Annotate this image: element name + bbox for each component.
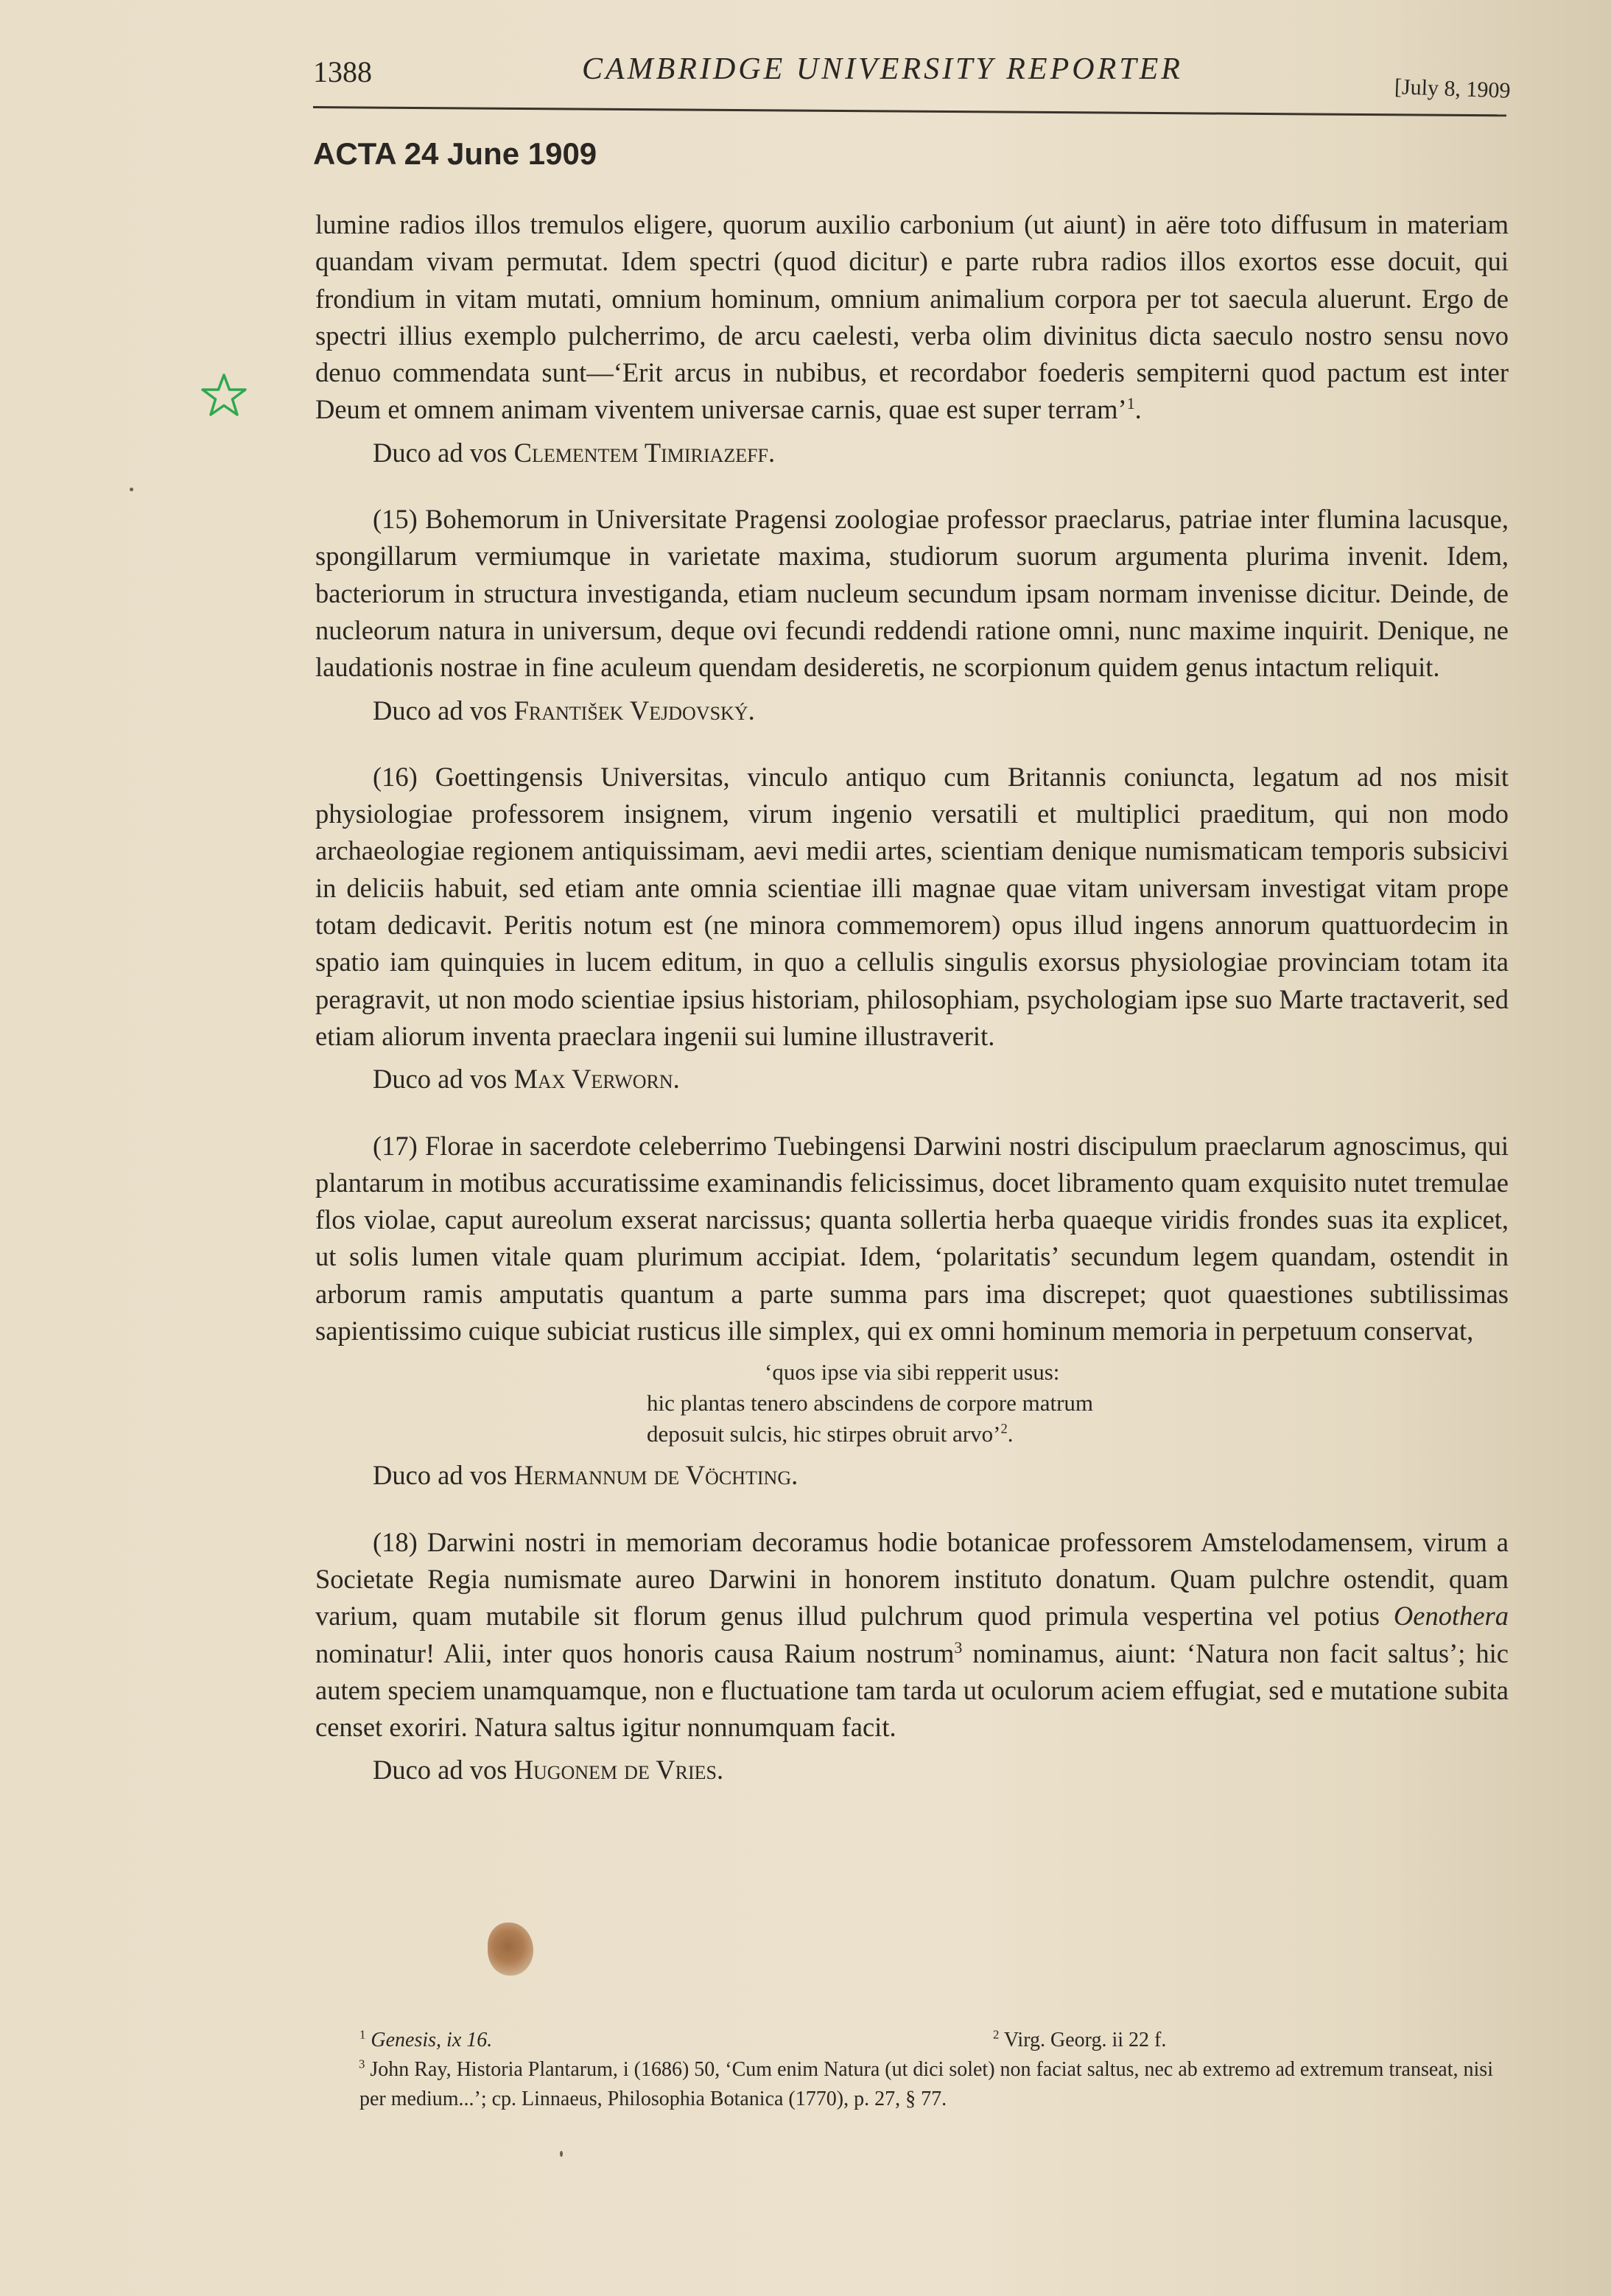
footnote-2: $^2$ Virg. Georg. ii 22 f. [993, 2027, 1167, 2051]
honoree-name: Hugonem de Vries. [513, 1755, 724, 1786]
paragraph-14-continuation: lumine radios illos tremulos eligere, quorum auxilio carbonium (ut aiunt) in aëre toto diffusum in materiam quandam vivam permutat. Idem spectri (quod dicitur) e parte rubra radios illos exortos esse docuit, qui frondium in vitam mutati, omnium hominum, omnium animalium corpora per tot saecula aluerunt. Ergo de spectri illius exemplo pulcherrimo, de arcu caelesti, verba olim divinitus dicta saeculo nostro sensu novo denuo commendata sunt—‘Erit arcus in nubibus, et recordabor foederis sempiterni quod pactum est inter Deum et omnem animam viventem universae carnis, quae est super terram’$^1$. [315, 209, 1509, 425]
honoree-name: Hermannum de Vöchting. [513, 1460, 799, 1491]
verse-line-3: deposuit sulcis, hic stirpes obruit arvo’$^2$. [647, 1421, 1014, 1447]
footnote-3: $^3$ John Ray, Historia Plantarum, i (1686) 50, ‘Cum enim Natura (ut dici solet) non faciat saltus, nec ab extremo ad extremum transeat, nisi per medium...’; cp. Linnaeus, Philosophia Botanica (1770), p. 27, § 77. [359, 2057, 1493, 2110]
running-header [313, 52, 1510, 118]
honoree-name: Clementem Timiriazeff. [513, 437, 776, 468]
honoree-name: Max Verworn. [513, 1064, 680, 1095]
body-text [315, 206, 1509, 1819]
footnote-ref-1[interactable]: 1 [1126, 394, 1135, 413]
speck [130, 488, 133, 491]
page-number: 1388 [313, 55, 372, 88]
verse-line-1: ‘quos ipse via sibi repperit usus: [765, 1359, 1060, 1386]
verse-line-2: hic plantas tenero abscindens de corpore matrum [647, 1390, 1093, 1416]
speck [560, 2151, 563, 2157]
star-outline-icon[interactable] [200, 372, 248, 419]
duco-line-18: Duco ad vos Hugonem de Vries. [373, 1755, 724, 1786]
duco-line-15: Duco ad vos František Vejdovský. [373, 695, 755, 726]
footnote-ref-3[interactable]: 3 [954, 1637, 963, 1657]
issue-date: [July 8, 1909 [1393, 74, 1511, 103]
paragraph-16: (16) Goettingensis Universitas, vinculo antiquo cum Britannis coniuncta, legatum ad nos misit physiologiae professorem insignem, virum ingenio versatili et multiplici praeditum, qui non modo archaeologiae regionem antiquissimam, aevi medii artes, scientiam denique numismaticam temporis subsicivi in deliciis habuit, sed etiam ante omnia scientiae illi magnae quae vitam universam investigat vitam prope totam dedicavit. Peritis notum est (ne minora commemorem) opus illud ingens annorum quattuordecim in spatio iam quinquies in lucem editum, in quo a cellulis singulis exorsus physiologiae provinciam totam ita peragravit, ut non modo scientiae ipsius historiam, philosophiam, psychologiam ipse suo Marte tractaverit, sed etiam aliorum inventa praeclara ingenii sui lumine illustraverit. [315, 761, 1509, 1051]
honoree-name: František Vejdovský. [513, 695, 755, 726]
journal-title: CAMBRIDGE UNIVERSITY REPORTER [582, 52, 1183, 86]
paper-stain [488, 1923, 533, 1976]
verse-quotation [647, 1357, 1509, 1450]
paragraph-15: (15) Bohemorum in Universitate Pragensi zoologiae professor praeclarus, patriae inter flumina lacusque, spongillarum vermiumque in varietate maxima, studiorum suorum argumenta plurima invenit. Idem, bacteriorum in structura investiganda, etiam nucleum secundum ipsam normam invenisse dicitur. Deinde, de nucleorum natura in universum, deque ovi fecundi reddendi ratione omni, nunc maxime inquirit. Denique, ne laudationis nostrae in fine aculeum quendam desideretis, ne scorpionum quidem genus intactum reliquit. [315, 504, 1509, 683]
header-rule [313, 106, 1506, 116]
duco-line-17: Duco ad vos Hermannum de Vöchting. [373, 1460, 799, 1491]
paragraph-17: (17) Florae in sacerdote celeberrimo Tuebingensi Darwini nostri discipulum praeclarum agnoscimus, qui plantarum in motibus accuratissime examinandis felicissimus, docet libramento quam exquisito nutet tremulae flos violae, caput aureolum exserat narcissus; quanta sollertia herba quaeque viridis frondes suas ita explicet, ut solis lumen vitale quam plurimum accipiat. Idem, ‘polaritatis’ secundum legem quandam, ostendit in arborum ramis amputatis quantum a parte summa pars ima discrepet; quot quaestiones subtilissimas sapientissimo cuique subiciat rusticus ille simplex, qui ex omni hominum memoria in perpetuum conservat, [315, 1130, 1509, 1347]
section-heading: ACTA 24 June 1909 [313, 136, 597, 171]
duco-line-14: Duco ad vos Clementem Timiriazeff. [373, 437, 776, 468]
footnotes [315, 2026, 1509, 2114]
italic-genus-name: Oenothera [1393, 1601, 1509, 1632]
paragraph-18: (18) Darwini nostri in memoriam decoramus hodie botanicae professorem Amstelodamensem, virum a Societate Regia numismate aureo Darwini in honorem instituto donatum. Quam pulchre ostendit, quam varium, quam mutabile sit florum genus illud pulchrum quod primula vespertina vel potius Oenothera nominatur! Alii, inter quos honoris causa Raium nostrum$^3$ nominamus, aiunt: ‘Natura non facit saltus’; hic autem speciem unamquamque, non e fluctuatione tam tarda ut oculorum aciem effugiat, sed e mutatione subita censet exoriri. Natura saltus igitur nonnumquam facit. [315, 1526, 1509, 1743]
footnote-ref-2[interactable]: 2 [1000, 1421, 1008, 1437]
duco-line-16: Duco ad vos Max Verworn. [373, 1064, 680, 1095]
footnote-1: $^1$ Genesis, ix 16. [359, 2027, 493, 2051]
